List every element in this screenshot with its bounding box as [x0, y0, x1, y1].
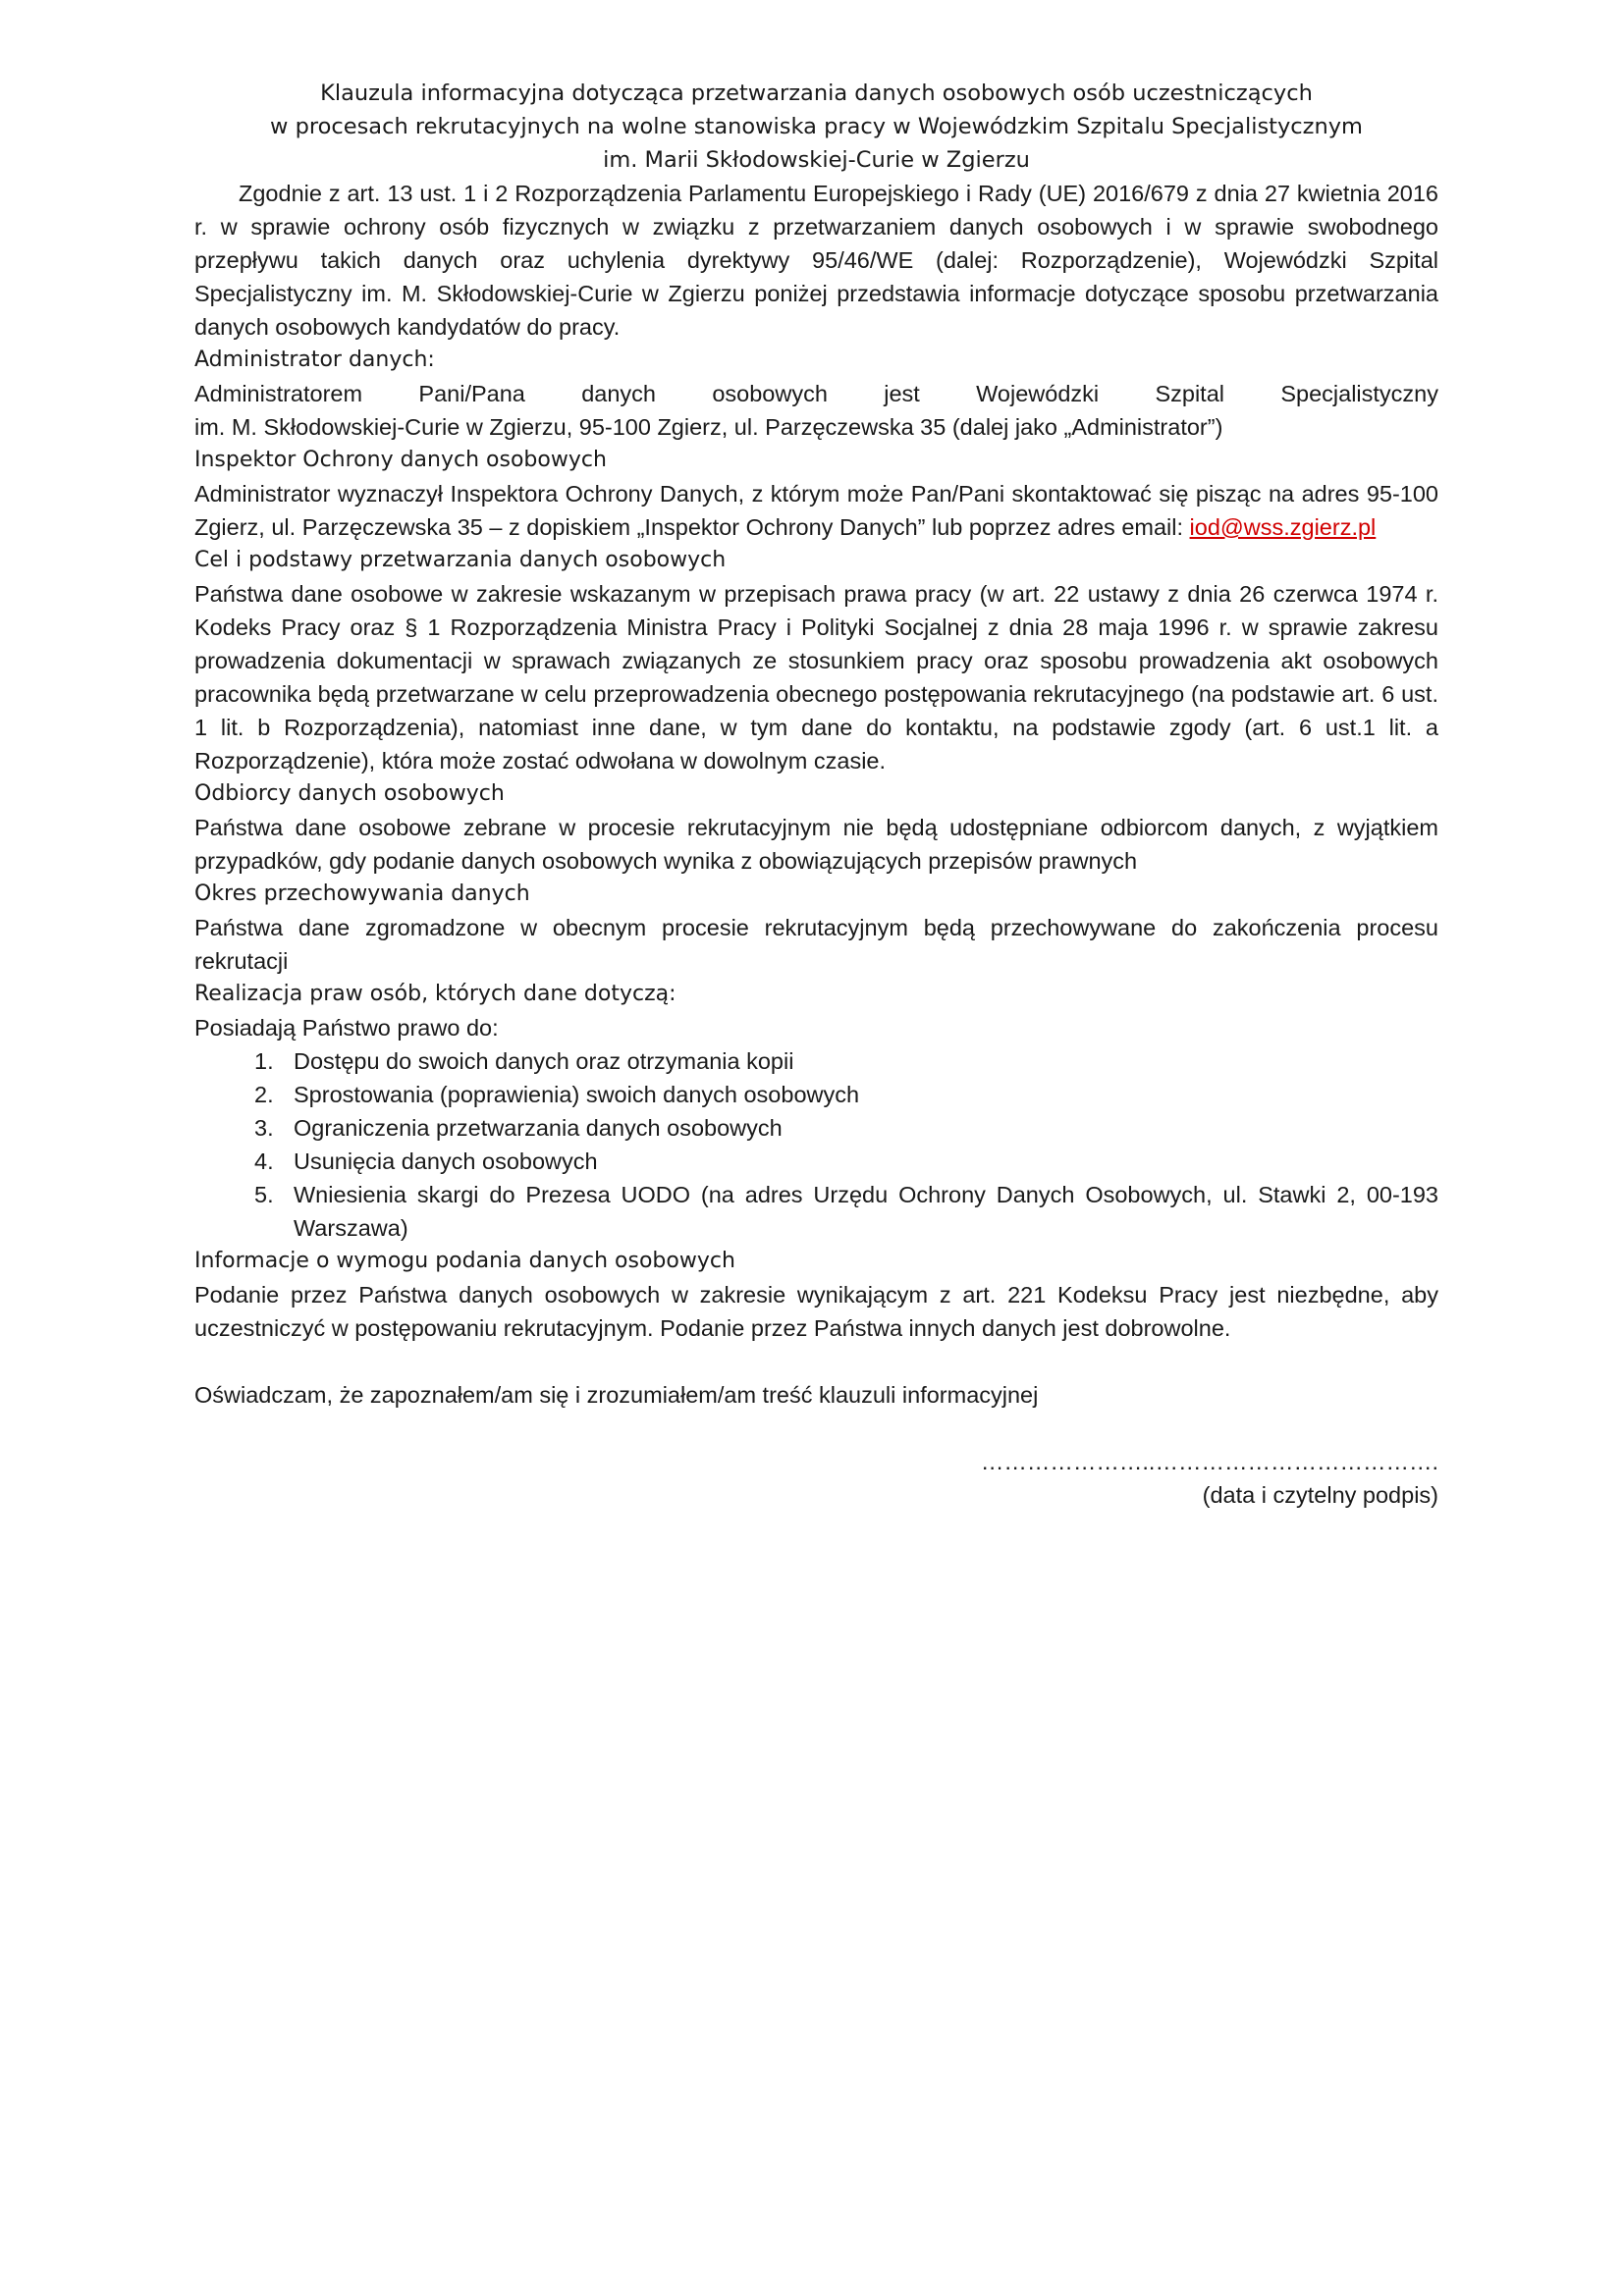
requirement-paragraph: Podanie przez Państwa danych osobowych w zakresie wynikającym z art. 221 Kodeksu Pracy jest niezbędne, aby uczestniczyć w postępowaniu rekrutacyjnym. Podanie przez Państwa innych danych jest dobrowolne.: [194, 1282, 1438, 1341]
document-title: [194, 77, 1438, 177]
purpose-paragraph: Państwa dane osobowe w zakresie wskazanym w przepisach prawa pracy (w art. 22 ustawy z dnia 26 czerwca 1974 r. Kodeks Pracy oraz § 1 Rozporządzenia Ministra Pracy i Polityki Socjalnej z dnia 28 maja 1996 r. w sprawie zakresu prowadzenia dokumentacji w sprawach związanych ze stosunkiem pracy oraz sposobu prowadzenia akt osobowych pracownika będą przetwarzane w celu przeprowadzenia obecnego postępowania rekrutacyjnego (na podstawie art. 6 ust. 1 lit. b Rozporządzenia), natomiast inne dane, w tym dane do kontaktu, na podstawie zgody (art. 6 ust.1 lit. a Rozporządzenie), która może zostać odwołana w dowolnym czasie.: [194, 581, 1438, 774]
title-line-1: Klauzula informacyjna dotycząca przetwarzania danych osobowych osób uczestniczących: [320, 80, 1313, 106]
intro-paragraph: Zgodnie z art. 13 ust. 1 i 2 Rozporządzenia Parlamentu Europejskiego i Rady (UE) 2016/679 z dnia 27 kwietnia 2016 r. w sprawie ochrony osób fizycznych w związku z przetwarzaniem danych osobowych i w sprawie swobodnego przepływu takich danych oraz uchylenia dyrektywy 95/46/WE (dalej: Rozporządzenie), Wojewódzki Szpital Specjalistyczny im. M. Skłodowskiej-Curie w Zgierzu poniżej przedstawia informacje dotyczące sposobu przetwarzania danych osobowych kandydatów do pracy.: [194, 181, 1438, 340]
list-item-number: 2.: [254, 1082, 274, 1107]
rights-list: [194, 1044, 1438, 1245]
list-item-number: 3.: [254, 1115, 274, 1141]
list-item-text: Wniesienia skargi do Prezesa UODO (na adres Urzędu Ochrony Danych Osobowych, ul. Stawki 2, 00-193 Warszawa): [294, 1182, 1438, 1241]
list-item-text: Ograniczenia przetwarzania danych osobowych: [294, 1115, 783, 1141]
list-item-text: Dostępu do swoich danych oraz otrzymania kopii: [294, 1048, 794, 1074]
purpose-heading: Cel i podstawy przetwarzania danych osobowych: [194, 548, 727, 572]
document-page: [194, 77, 1438, 1512]
list-item: [194, 1044, 1438, 1078]
retention-heading: Okres przechowywania danych: [194, 881, 530, 906]
list-item-text: Sprostowania (poprawienia) swoich danych osobowych: [294, 1082, 860, 1107]
spacer: [194, 1345, 1438, 1378]
signature-line: …………………..……………………………….: [980, 1449, 1438, 1474]
list-item: [194, 1111, 1438, 1145]
list-item-number: 4.: [254, 1148, 274, 1174]
administrator-line-1: Administratorem Pani/Pana danych osobowych jest Wojewódzki Szpital Specjalistyczny: [194, 381, 1438, 406]
inspector-email-link[interactable]: iod@wss.zgierz.pl: [1189, 514, 1377, 540]
retention-paragraph: Państwa dane zgromadzone w obecnym procesie rekrutacyjnym będą przechowywane do zakończenia procesu rekrutacji: [194, 915, 1438, 974]
list-item: [194, 1078, 1438, 1111]
inspector-paragraph: [194, 477, 1438, 544]
list-item: [194, 1178, 1438, 1245]
inspector-heading: Inspektor Ochrony danych osobowych: [194, 448, 607, 472]
requirement-heading: Informacje o wymogu podania danych osobowych: [194, 1249, 735, 1273]
title-line-3: im. Marii Skłodowskiej-Curie w Zgierzu: [603, 147, 1030, 173]
inspector-text: Administrator wyznaczył Inspektora Ochrony Danych, z którym może Pan/Pani skontaktować się pisząc na adres 95-100 Zgierz, ul. Parzęczewska 35 – z dopiskiem „Inspektor Ochrony Danych” lub poprzez adres email:: [194, 481, 1438, 540]
list-item: [194, 1145, 1438, 1178]
list-item-text: Usunięcia danych osobowych: [294, 1148, 598, 1174]
recipients-heading: Odbiorcy danych osobowych: [194, 781, 505, 806]
title-line-2: w procesach rekrutacyjnych na wolne stanowiska pracy w Wojewódzkim Szpitalu Specjalistycznym: [270, 114, 1363, 139]
administrator-heading: Administrator danych:: [194, 347, 435, 372]
recipients-paragraph: Państwa dane osobowe zebrane w procesie rekrutacyjnym nie będą udostępniane odbiorcom danych, z wyjątkiem przypadków, gdy podanie danych osobowych wynika z obowiązujących przepisów prawnych: [194, 815, 1438, 874]
administrator-line-2: im. M. Skłodowskiej-Curie w Zgierzu, 95-100 Zgierz, ul. Parzęczewska 35 (dalej jako „Administrator”): [194, 414, 1223, 440]
rights-intro: Posiadają Państwo prawo do:: [194, 1015, 499, 1041]
list-item-number: 1.: [254, 1048, 274, 1074]
declaration-text: Oświadczam, że zapoznałem/am się i zrozumiałem/am treść klauzuli informacyjnej: [194, 1382, 1039, 1408]
signature-label: (data i czytelny podpis): [1202, 1482, 1438, 1508]
list-item-number: 5.: [254, 1182, 274, 1207]
spacer: [194, 1412, 1438, 1445]
rights-heading: Realizacja praw osób, których dane dotyczą:: [194, 982, 676, 1006]
